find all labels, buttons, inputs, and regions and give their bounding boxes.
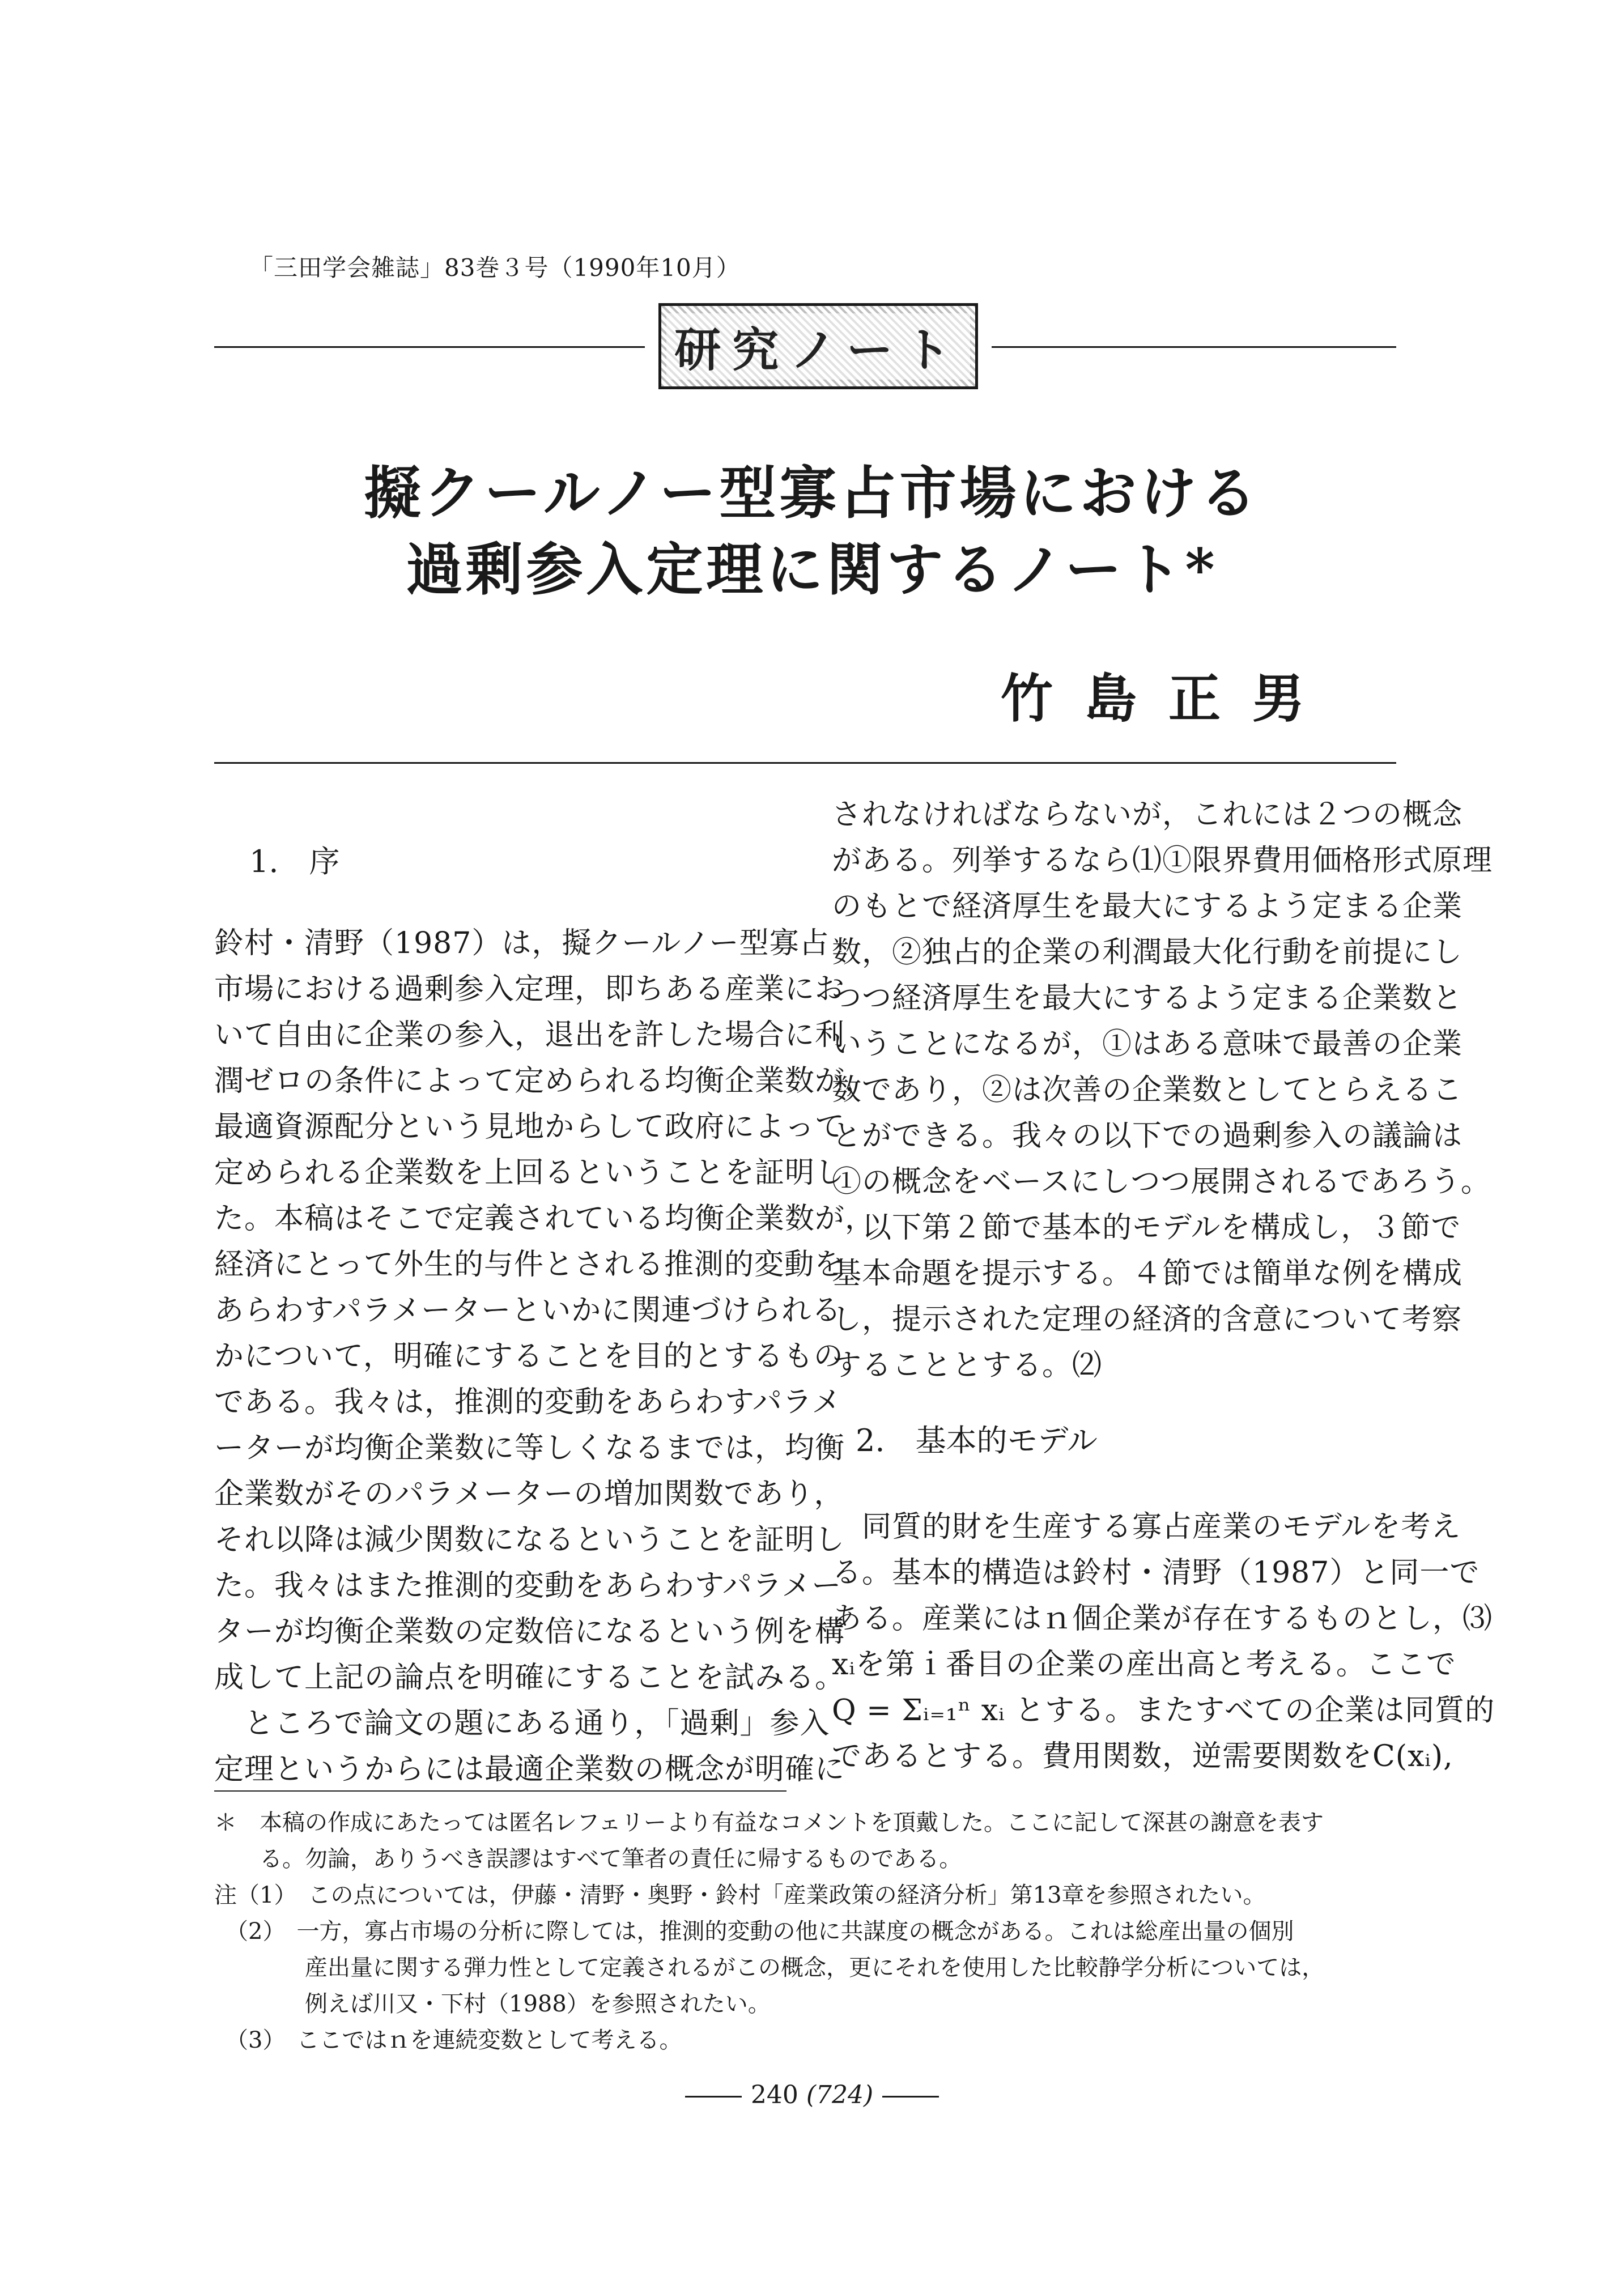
text-line: のもとで経済厚生を最大にするよう定まる企業 [832, 890, 1463, 924]
text-line: いうことになるが，①はある意味で最善の企業 [832, 1027, 1463, 1061]
footnote-line: （2） 一方，寡占市場の分析に際しては，推測的変動の他に共謀度の概念がある。これは総産出量の個別 [214, 1918, 1294, 1945]
page-number-dash-right [882, 2096, 939, 2098]
text-line: 数であり，②は次善の企業数としてとらえるこ [832, 1073, 1463, 1107]
text-line: し，提示された定理の経済的含意について考察 [832, 1303, 1462, 1337]
text-line: 基本命題を提示する。４節では簡単な例を構成 [832, 1257, 1463, 1291]
text-line: 最適資源配分という見地からして政府によって [214, 1110, 845, 1144]
text-line: とができる。我々の以下での過剰参入の議論は [832, 1119, 1463, 1153]
text-line: あらわすパラメーターといかに関連づけられる [214, 1294, 842, 1328]
text-line: ターが均衡企業数の定数倍になるという例を構 [214, 1615, 845, 1649]
right-column-top [832, 792, 1493, 1389]
section-1-heading: 1. 序 [249, 844, 340, 879]
text-line: ーターが均衡企業数に等しくなるまでは，均衡 [214, 1431, 845, 1465]
text-line: 同質的財を生産する寡占産業のモデルを考え [832, 1510, 1461, 1544]
text-line: であるとする。費用関数，逆需要関数をC(xᵢ), [832, 1739, 1453, 1773]
section-badge-label: 研究ノート [666, 313, 970, 380]
text-line: 市場における過剰参入定理，即ちある産業にお [214, 972, 845, 1006]
text-line: xᵢを第ｉ番目の企業の産出高と考える。ここで [832, 1648, 1456, 1682]
journal-citation: 「三田学会雑誌」83巻３号（1990年10月） [249, 254, 741, 282]
text-line: た。我々はまた推測的変動をあらわすパラメー [214, 1569, 842, 1603]
text-line: することとする。⑵ [832, 1348, 1103, 1382]
section-2-heading: 2. 基本的モデル [856, 1423, 1098, 1458]
text-line: Q = Σᵢ₌₁ⁿ xᵢ とする。またすべての企業は同質的 [832, 1694, 1495, 1728]
text-line: つつ経済厚生を最大にするよう定まる企業数と [832, 981, 1463, 1015]
header-rule-right [992, 346, 1396, 348]
text-line: である。我々は，推測的変動をあらわすパラメ [214, 1385, 842, 1419]
text-line: ところで論文の題にある通り，「過剰」参入 [214, 1707, 830, 1741]
text-line: 定められる企業数を上回るということを証明し [214, 1156, 845, 1190]
text-line: されなければならないが，これには２つの概念 [832, 798, 1463, 832]
author-rule [214, 762, 1396, 764]
title-line-2: 過剰参入定理に関するノート* [406, 536, 1218, 603]
text-line: た。本稿はそこで定義されている均衡企業数が， [214, 1202, 875, 1236]
footnote-line: ＊ 本稿の作成にあたっては匿名レフェリーより有益なコメントを頂戴した。ここに記して深甚の謝意を表す [214, 1810, 1324, 1836]
page-number [0, 2081, 1624, 2109]
footnote-rule [214, 1790, 787, 1792]
footnote-line: る。勿論，ありうべき誤謬はすべて筆者の責任に帰するものである。 [214, 1846, 962, 1872]
text-line: それ以降は減少関数になるということを証明し [214, 1523, 845, 1557]
text-line: 以下第２節で基本的モデルを構成し，３節で [832, 1211, 1461, 1245]
title-line-1: 擬クールノー型寡占市場における [364, 460, 1260, 526]
footnote-line: 産出量に関する弾力性として定義されるがこの概念，更にそれを使用した比較静学分析については， [214, 1955, 1325, 1981]
text-line: 数，②独占的企業の利潤最大化行動を前提にし [832, 935, 1463, 969]
text-line: 経済にとって外生的与件とされる推測的変動を [214, 1248, 844, 1282]
left-column-body [214, 921, 875, 1793]
text-line: いて自由に企業の参入，退出を許した場合に利 [214, 1018, 845, 1052]
text-line: かについて，明確にすることを目的とするもの [214, 1339, 844, 1373]
page-number-value: 240 [750, 2081, 798, 2109]
text-line: がある。列挙するなら⑴①限界費用価格形式原理 [832, 844, 1493, 878]
section-badge [658, 303, 978, 389]
text-line: ある。産業にはｎ個企業が存在するものとし，⑶ [832, 1602, 1493, 1636]
header-rule-left [214, 346, 645, 348]
text-line: 成して上記の論点を明確にすることを試みる。 [214, 1661, 845, 1695]
footnotes [214, 1805, 1398, 2058]
footnote-line: （3） ここではｎを連続変数として考える。 [214, 2027, 682, 2053]
text-line: 潤ゼロの条件によって定められる均衡企業数が， [214, 1064, 875, 1098]
right-column-bottom [832, 1504, 1495, 1780]
footnote-line: 注（1） この点については，伊藤・清野・奥野・鈴村「産業政策の経済分析」第13章を参照されたい。 [214, 1882, 1266, 1908]
text-line: 定理というからには最適企業数の概念が明確に [214, 1752, 845, 1786]
author-name: 竹島正男 [1000, 668, 1336, 729]
text-line: 鈴村・清野（1987）は，擬クールノー型寡占 [214, 926, 830, 960]
page-number-dash-left [685, 2096, 742, 2098]
footnote-line: 例えば川又・下村（1988）を参照されたい。 [214, 1991, 771, 2017]
text-line: 企業数がそのパラメーターの増加関数であり， [214, 1477, 844, 1511]
text-line: る。基本的構造は鈴村・清野（1987）と同一で [832, 1556, 1480, 1590]
text-line: ①の概念をベースにしつつ展開されるであろう。 [832, 1165, 1491, 1199]
volume-page-number: (724) [806, 2081, 874, 2109]
